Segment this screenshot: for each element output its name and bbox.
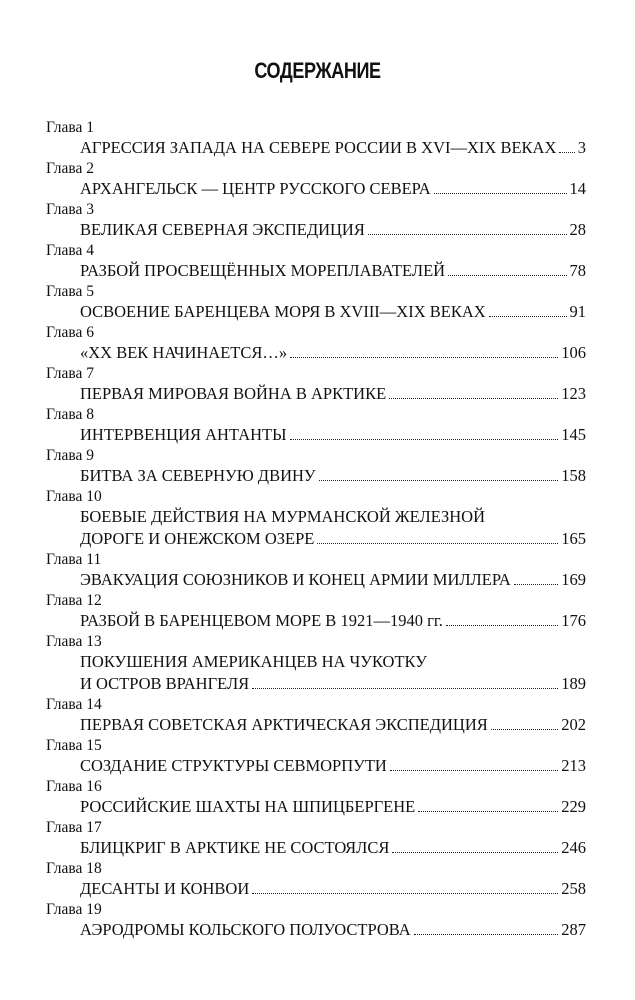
page-number: 91 (569, 302, 586, 321)
toc-entry (46, 241, 586, 282)
toc-entry (46, 900, 586, 941)
toc-entry (46, 487, 586, 550)
toc-entry (46, 695, 586, 736)
chapter-title-line (46, 178, 586, 200)
chapter-title-line (46, 424, 586, 446)
page-number: 3 (577, 138, 586, 157)
chapter-label: Глава 11 (46, 551, 102, 568)
dot-leader (392, 852, 558, 853)
chapter-title: РАЗБОЙ В БАРЕНЦЕВОМ МОРЕ В 1921—1940 гг. (80, 611, 443, 630)
page-number: 165 (561, 529, 586, 548)
chapter-title-line (46, 506, 586, 528)
chapter-label: Глава 8 (46, 406, 95, 423)
dot-leader (252, 688, 558, 689)
page-number: 287 (561, 920, 586, 939)
toc-entry (46, 118, 586, 159)
toc-entry (46, 323, 586, 364)
chapter-title-line (46, 878, 586, 900)
toc-entry (46, 282, 586, 323)
dot-leader (290, 357, 558, 358)
chapter-title-line (46, 610, 586, 632)
dot-leader (290, 439, 559, 440)
dot-leader (446, 625, 558, 626)
toc-entry (46, 632, 586, 695)
page-number: 169 (561, 570, 586, 589)
chapter-label: Глава 5 (46, 283, 95, 300)
dot-leader (559, 152, 574, 153)
chapter-title: БОЕВЫЕ ДЕЙСТВИЯ НА МУРМАНСКОЙ ЖЕЛЕЗНОЙ (80, 507, 486, 526)
dot-leader (414, 934, 559, 935)
chapter-title: ЭВАКУАЦИЯ СОЮЗНИКОВ И КОНЕЦ АРМИИ МИЛЛЕРА (80, 570, 511, 589)
toc-entry (46, 405, 586, 446)
chapter-title: СОЗДАНИЕ СТРУКТУРЫ СЕВМОРПУТИ (80, 756, 387, 775)
chapter-title-line (46, 673, 586, 695)
page-number: 28 (569, 220, 586, 239)
dot-leader (489, 316, 567, 317)
toc-entry (46, 591, 586, 632)
dot-leader (368, 234, 567, 235)
chapter-title-line (46, 919, 586, 941)
toc-entry (46, 736, 586, 777)
page-number: 145 (561, 425, 586, 444)
chapter-label: Глава 16 (46, 778, 102, 795)
chapter-title-line (46, 528, 586, 550)
chapter-title: АЭРОДРОМЫ КОЛЬСКОГО ПОЛУОСТРОВА (80, 920, 411, 939)
chapter-title: «XX ВЕК НАЧИНАЕТСЯ…» (80, 343, 288, 362)
chapter-label: Глава 13 (46, 633, 102, 650)
page-number: 202 (561, 715, 586, 734)
chapter-label: Глава 2 (46, 160, 95, 177)
toc-entry (46, 364, 586, 405)
page-number: 106 (561, 343, 586, 362)
chapter-title: БЛИЦКРИГ В АРКТИКЕ НЕ СОСТОЯЛСЯ (80, 838, 390, 857)
chapter-title: ДЕСАНТЫ И КОНВОИ (80, 879, 250, 898)
page-number: 123 (561, 384, 586, 403)
page-number: 14 (569, 179, 586, 198)
page-number: 189 (561, 674, 586, 693)
chapter-title-line (46, 651, 586, 673)
chapter-label: Глава 14 (46, 696, 102, 713)
chapter-label: Глава 1 (46, 119, 95, 136)
toc-entry (46, 777, 586, 818)
chapter-title: БИТВА ЗА СЕВЕРНУЮ ДВИНУ (80, 466, 316, 485)
dot-leader (448, 275, 566, 276)
table-of-contents (46, 118, 586, 941)
chapter-title: РАЗБОЙ ПРОСВЕЩЁННЫХ МОРЕПЛАВАТЕЛЕЙ (80, 261, 446, 280)
chapter-title: АГРЕССИЯ ЗАПАДА НА СЕВЕРЕ РОССИИ В XVI—XIX ВЕКАХ (80, 138, 557, 157)
page-number: 176 (561, 611, 586, 630)
chapter-title-line (46, 219, 586, 241)
chapter-title-line (46, 837, 586, 859)
chapter-title: ВЕЛИКАЯ СЕВЕРНАЯ ЭКСПЕДИЦИЯ (80, 220, 365, 239)
toc-entry (46, 818, 586, 859)
chapter-title-line (46, 755, 586, 777)
chapter-label: Глава 17 (46, 819, 102, 836)
chapter-title: ПЕРВАЯ СОВЕТСКАЯ АРКТИЧЕСКАЯ ЭКСПЕДИЦИЯ (80, 715, 488, 734)
chapter-label: Глава 7 (46, 365, 95, 382)
dot-leader (491, 729, 558, 730)
page-number: 78 (569, 261, 586, 280)
toc-entry (46, 446, 586, 487)
chapter-label: Глава 6 (46, 324, 95, 341)
chapter-title: ПЕРВАЯ МИРОВАЯ ВОЙНА В АРКТИКЕ (80, 384, 387, 403)
page-number: 258 (561, 879, 586, 898)
chapter-title: ИНТЕРВЕНЦИЯ АНТАНТЫ (80, 425, 287, 444)
toc-entry (46, 200, 586, 241)
dot-leader (434, 193, 567, 194)
dot-leader (319, 480, 559, 481)
dot-leader (389, 398, 558, 399)
chapter-title: АРХАНГЕЛЬСК — ЦЕНТР РУССКОГО СЕВЕРА (80, 179, 431, 198)
chapter-label: Глава 10 (46, 488, 102, 505)
toc-entry (46, 859, 586, 900)
dot-leader (252, 893, 558, 894)
chapter-title-line (46, 714, 586, 736)
chapter-title: РОССИЙСКИЕ ШАХТЫ НА ШПИЦБЕРГЕНЕ (80, 797, 416, 816)
page-number: 229 (561, 797, 586, 816)
chapter-label: Глава 12 (46, 592, 102, 609)
chapter-label: Глава 3 (46, 201, 95, 218)
dot-leader (514, 584, 558, 585)
toc-entry (46, 159, 586, 200)
page-title: СОДЕРЖАНИЕ (254, 58, 381, 83)
chapter-title-line (46, 465, 586, 487)
toc-entry (46, 550, 586, 591)
chapter-title-line (46, 301, 586, 323)
dot-leader (317, 543, 558, 544)
chapter-label: Глава 15 (46, 737, 102, 754)
chapter-title-line (46, 569, 586, 591)
chapter-title-line (46, 137, 586, 159)
chapter-label: Глава 9 (46, 447, 95, 464)
chapter-title: И ОСТРОВ ВРАНГЕЛЯ (80, 674, 250, 693)
dot-leader (418, 811, 558, 812)
chapter-label: Глава 19 (46, 901, 102, 918)
chapter-title: ДОРОГЕ И ОНЕЖСКОМ ОЗЕРЕ (80, 529, 315, 548)
chapter-label: Глава 4 (46, 242, 95, 259)
chapter-title-line (46, 383, 586, 405)
page-number: 246 (561, 838, 586, 857)
chapter-title: ОСВОЕНИЕ БАРЕНЦЕВА МОРЯ В XVIII—XIX ВЕКАХ (80, 302, 486, 321)
chapter-label: Глава 18 (46, 860, 102, 877)
page-number: 158 (561, 466, 586, 485)
chapter-title-line (46, 260, 586, 282)
page-number: 213 (561, 756, 586, 775)
chapter-title-line (46, 796, 586, 818)
chapter-title: ПОКУШЕНИЯ АМЕРИКАНЦЕВ НА ЧУКОТКУ (80, 652, 427, 671)
dot-leader (390, 770, 558, 771)
chapter-title-line (46, 342, 586, 364)
